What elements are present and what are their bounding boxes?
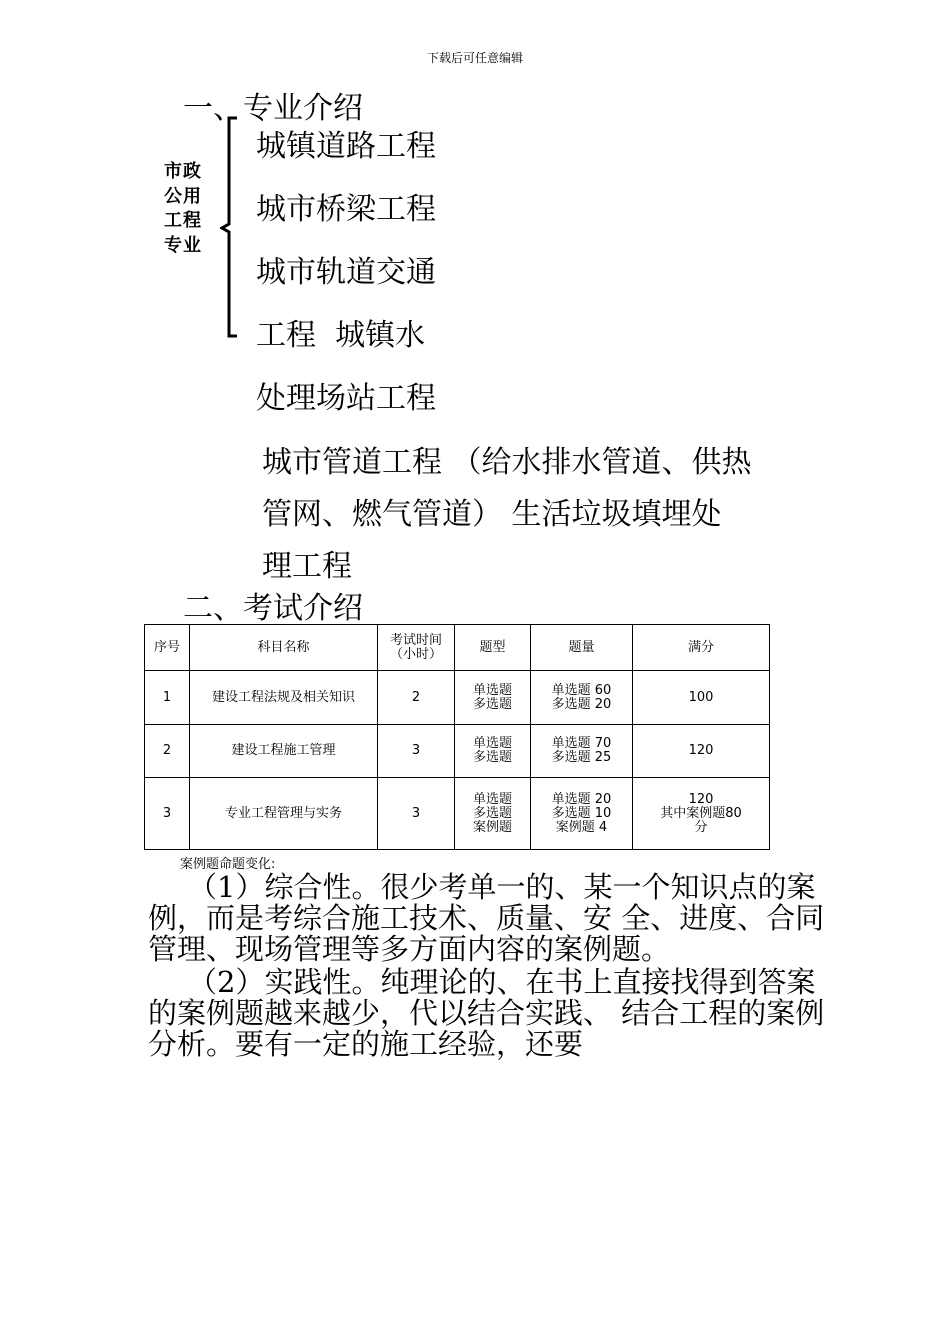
- table-cell: 2: [145, 725, 190, 778]
- table-cell: 120 其中案例题80 分: [633, 778, 770, 850]
- bracket-label-line: 专业: [164, 234, 202, 256]
- table-cell: 2: [378, 671, 455, 725]
- table-header-cell: 满分: [633, 625, 770, 671]
- table-row: [145, 671, 770, 725]
- bracket-label-line: 工程: [164, 210, 202, 231]
- specialty-item: 城市管道工程 （给水排水管道、供热: [262, 445, 752, 480]
- section-2-title: 二、考试介绍: [183, 591, 363, 626]
- page-header-note: 下载后可任意编辑: [426, 51, 523, 65]
- table-cell: 单选题 多选题: [455, 671, 531, 725]
- table-cell: 120: [633, 725, 770, 778]
- specialty-item: 理工程: [262, 549, 352, 584]
- table-cell: 单选题 70 多选题 25: [531, 725, 633, 778]
- table-cell: 3: [145, 778, 190, 850]
- table-row: [145, 725, 770, 778]
- table-cell: 单选题 60 多选题 20: [531, 671, 633, 725]
- table-header-cell: 题量: [531, 625, 633, 671]
- specialty-item: 城镇道路工程: [256, 129, 436, 164]
- table-cell: 单选题 多选题 案例题: [455, 778, 531, 850]
- specialty-item: 工程 城镇水: [256, 318, 426, 353]
- table-header-cell: 题型: [455, 625, 531, 671]
- table-cell: 专业工程管理与实务: [190, 778, 378, 850]
- paragraph: （1）综合性。很少考单一的、某一个知识点的案例，而是考综合施工技术、质量、安 全、进度、合同管理、现场管理等多方面内容的案例题。: [148, 870, 825, 966]
- table-cell: 100: [633, 671, 770, 725]
- case-note: 案例题命题变化:: [180, 857, 276, 872]
- table-header-cell: 序号: [145, 625, 190, 671]
- specialty-item: 管网、燃气管道） 生活垃圾填埋处: [262, 497, 722, 532]
- table-cell: 建设工程施工管理: [190, 725, 378, 778]
- bracket-label-line: 公用: [164, 185, 202, 207]
- table-header-row: [145, 625, 770, 671]
- table-cell: 1: [145, 671, 190, 725]
- section-1-title: 一、专业介绍: [183, 91, 363, 126]
- bracket-label-line: 市政: [164, 161, 202, 182]
- bracket-label: [164, 160, 214, 258]
- paragraph: （2）实践性。纯理论的、在书上直接找得到答案的案例题越来越少，代以结合实践、 结合工程的案例分析。要有一定的施工经验，还要: [148, 965, 825, 1061]
- table-cell: 3: [378, 725, 455, 778]
- table-header-cell: 科目名称: [190, 625, 378, 671]
- table-cell: 单选题 多选题: [455, 725, 531, 778]
- specialty-item: 城市桥梁工程: [256, 192, 436, 227]
- table-cell: 单选题 20 多选题 10 案例题 4: [531, 778, 633, 850]
- table-header-cell: 考试时间 （小时）: [378, 625, 455, 671]
- specialty-item: 处理场站工程: [256, 381, 436, 416]
- specialty-item: 城市轨道交通: [256, 255, 436, 290]
- table-cell: 3: [378, 778, 455, 850]
- curly-bracket: [220, 116, 238, 338]
- table-cell: 建设工程法规及相关知识: [190, 671, 378, 725]
- exam-table: [144, 624, 770, 850]
- table-row: [145, 778, 770, 850]
